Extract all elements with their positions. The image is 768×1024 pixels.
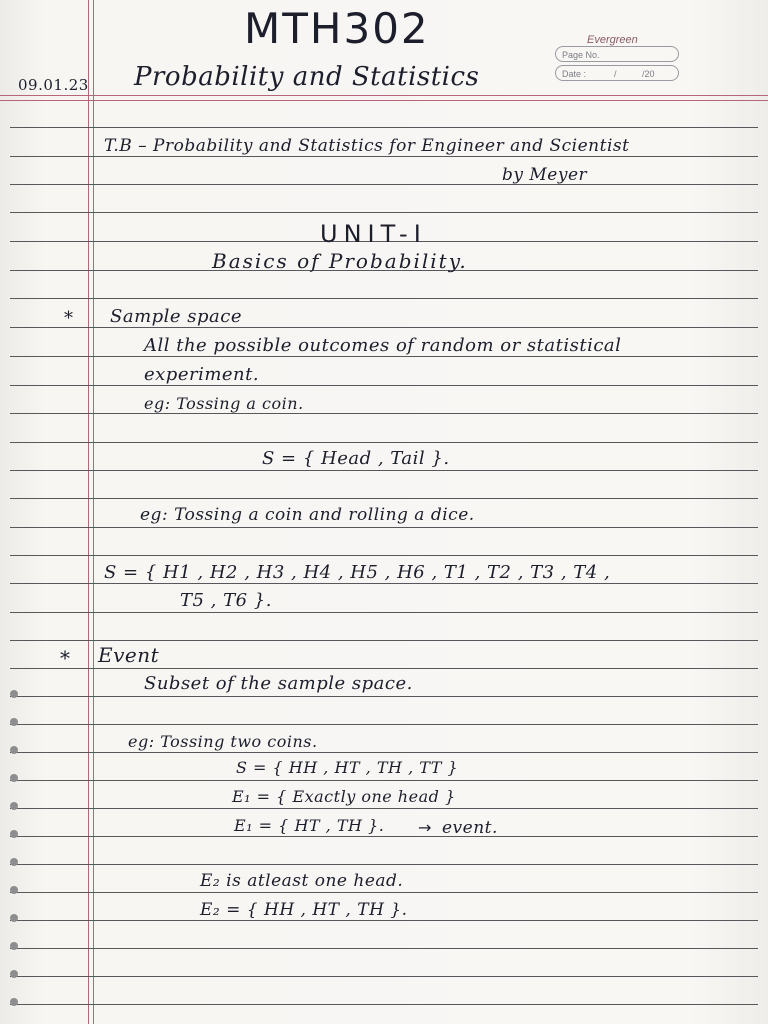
unit-title: UNIT-I [320,220,427,248]
brand-name: Evergreen [587,34,638,46]
ruled-line [10,640,758,641]
set-expression: S = { Head , Tail }. [262,448,450,469]
set-expression: S = { HH , HT , TH , TT } [236,758,459,777]
course-code: MTH302 [244,4,430,53]
set-expression: T5 , T6 }. [180,590,272,611]
ruled-line [10,527,758,528]
page-number-label: Page No. [562,50,600,60]
binder-hole [10,886,18,894]
example-text: eg: Tossing two coins. [128,732,318,751]
binder-hole [10,774,18,782]
page-stamp [553,34,683,84]
ruled-line [10,356,758,357]
annotation-note: event. [442,818,498,838]
margin-line [88,0,89,1024]
set-expression: S = { H1 , H2 , H3 , H4 , H5 , H6 , T1 , T2 , T3 , T4 , [104,562,611,583]
ruled-line [10,724,758,725]
textbook-author: by Meyer [502,165,588,185]
ruled-line [10,864,758,865]
binder-hole [10,858,18,866]
ruled-line [10,385,758,386]
binder-hole [10,718,18,726]
date-field [555,65,679,81]
ruled-line [10,184,758,185]
ruled-line [10,836,758,837]
ruled-line [10,808,758,809]
ruled-line [10,470,758,471]
section-heading: Sample space [110,306,243,327]
unit-subtitle: Basics of Probability. [212,249,468,273]
definition-line: experiment. [144,364,260,385]
set-expression: E₂ = { HH , HT , TH }. [200,900,408,920]
binder-hole [10,690,18,698]
binder-hole [10,970,18,978]
bullet-asterisk: * [64,308,74,329]
ruled-line [10,696,758,697]
ruled-line [10,752,758,753]
binder-hole [10,998,18,1006]
definition-line: Subset of the sample space. [144,673,413,694]
binder-hole [10,914,18,922]
header-rule [0,100,768,101]
binder-hole [10,802,18,810]
ruled-line [10,212,758,213]
set-expression: E₁ = { Exactly one head } [232,787,456,806]
bullet-asterisk: * [60,646,71,670]
binder-hole [10,942,18,950]
definition-line: All the possible outcomes of random or statistical [144,335,622,356]
ruled-line [10,413,758,414]
ruled-line [10,1004,758,1005]
textbook-line: T.B – Probability and Statistics for Engineer and Scientist [104,136,630,156]
ruled-line [10,298,758,299]
example-text: eg: Tossing a coin. [144,394,304,413]
ruled-line [10,442,758,443]
set-expression: E₁ = { HT , TH }. [234,816,385,835]
ruled-line [10,156,758,157]
arrow-icon: → [418,818,432,837]
binder-hole [10,830,18,838]
ruled-line [10,948,758,949]
example-text: eg: Tossing a coin and rolling a dice. [140,505,475,525]
binder-hole [10,746,18,754]
section-heading: Event [98,643,160,667]
page-number-field [555,46,679,62]
ruled-line [10,612,758,613]
ruled-line [10,555,758,556]
ruled-line [10,583,758,584]
ruled-line [10,976,758,977]
ruled-line [10,780,758,781]
ruled-line [10,498,758,499]
ruled-line [10,892,758,893]
date-year: /20 [642,69,655,79]
ruled-line [10,920,758,921]
header-rule [0,95,768,96]
ruled-line [10,127,758,128]
date-label: Date : [562,69,587,79]
lecture-date: 09.01.23 [18,76,89,94]
ruled-line [10,668,758,669]
set-expression: E₂ is atleast one head. [200,871,404,891]
date-separator: / [614,69,617,79]
course-title: Probability and Statistics [134,62,480,92]
margin-line [93,0,94,1024]
ruled-line [10,327,758,328]
